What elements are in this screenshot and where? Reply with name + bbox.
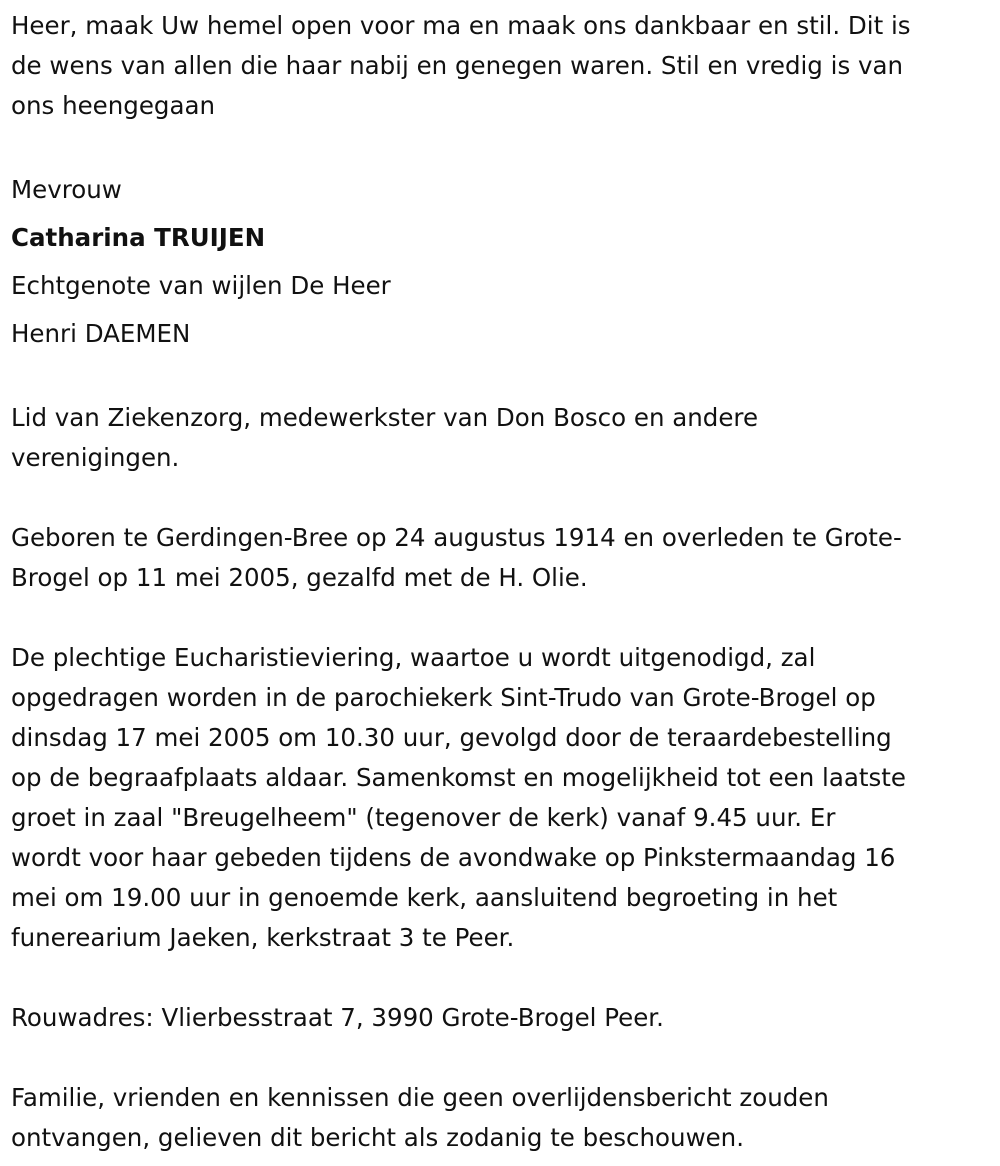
spacer [11, 126, 1000, 166]
closing-text: Familie, vrienden en kennissen die geen overlijdensbericht zouden ontvangen, gelieven dit bericht als zodanig te beschouwen. [11, 1083, 829, 1152]
deceased-name: Catharina TRUIJEN [11, 223, 266, 252]
birth-death-text: Geboren te Gerdingen-Bree op 24 augustus 1914 en overleden te Grote- Brogel op 11 mei 2005, gezalfd met de H. Olie. [11, 523, 902, 592]
title-text: Mevrouw [11, 175, 122, 204]
ceremony-text: De plechtige Eucharistieviering, waartoe u wordt uitgenodigd, zal opgedragen worden in de parochiekerk Sint-Trudo van Grote-Brogel op dinsdag 17 mei 2005 om 10.30 uur, gevolgd door de teraardebestelling op de begraafplaats aldaar. Samenkomst en mogelijkheid tot een laatste groet in zaal "Breugelheem" (tegenover de kerk) vanaf 9.45 uur. Er wordt voor haar gebeden tijdens de avondwake op Pinkstermaandag 16 mei om 19.00 uur in genoemde kerk, aansluitend begroeting in het funerearium Jaeken, kerkstraat 3 te Peer. [11, 643, 906, 952]
spacer [11, 958, 1000, 998]
opening-text: Heer, maak Uw hemel open voor ma en maak ons dankbaar en stil. Dit is de wens van allen die haar nabij en genegen waren. Stil en vredig is van ons heengegaan [11, 11, 911, 120]
spacer [11, 358, 1000, 398]
spacer [11, 478, 1000, 518]
spacer [11, 1038, 1000, 1078]
address-text: Rouwadres: Vlierbesstraat 7, 3990 Grote-Brogel Peer. [11, 1003, 664, 1032]
membership-text: Lid van Ziekenzorg, medewerkster van Don Bosco en andere verenigingen. [11, 403, 759, 472]
spouse-line-2: Henri DAEMEN [11, 319, 191, 348]
spouse-line-1: Echtgenote van wijlen De Heer [11, 271, 391, 300]
spacer [11, 598, 1000, 638]
